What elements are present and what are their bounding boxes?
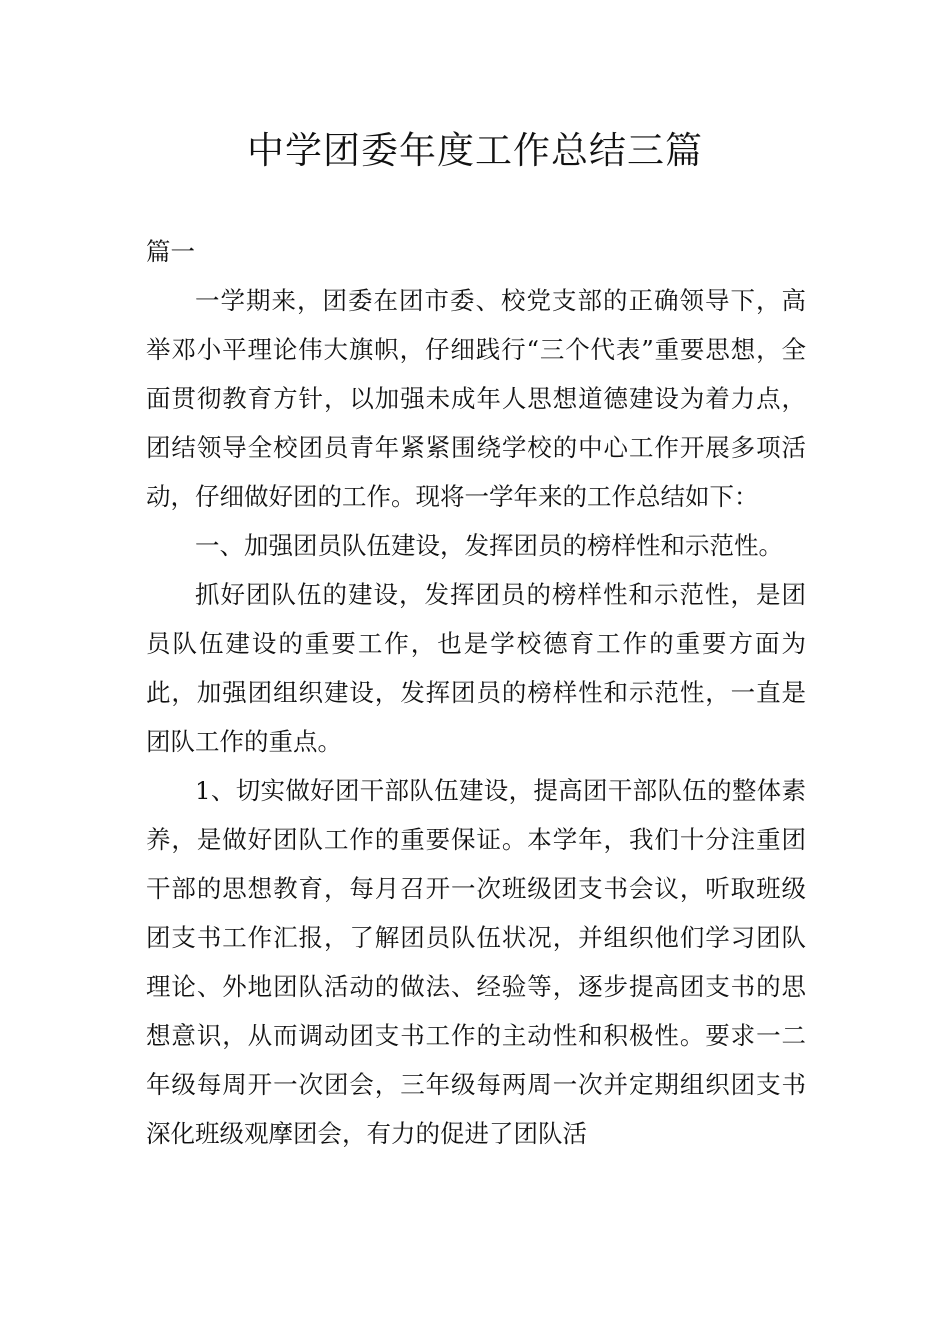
section-label: 篇一 [146, 237, 195, 266]
paragraph-team-building: 抓好团队伍的建设，发挥团员的榜样性和示范性，是团员队伍建设的重要工作，也是学校德育工作的重要方面为此，加强团组织建设，发挥团员的榜样性和示范性，一直是团队工作的重点。 [146, 580, 806, 756]
paragraph-heading-1: 一、加强团员队伍建设，发挥团员的榜样性和示范性。 [195, 531, 783, 560]
document-title: 中学团委年度工作总结三篇 [247, 129, 703, 172]
paragraph-cadre-building: 1、切实做好团干部队伍建设，提高团干部队伍的整体素养，是做好团队工作的重要保证。本学年，我们十分注重团干部的思想教育，每月召开一次班级团支书会议，听取班级团支书工作汇报，了解团员队伍状况，并组织他们学习团队理论、外地团队活动的做法、经验等，逐步提高团支书的思想意识，从而调动团支书工作的主动性和积极性。要求一二年级每周开一次团会，三年级每两周一次并定期组织团支书深化班级观摩团会，有力的促进了团队活 [146, 776, 806, 1148]
paragraph-intro: 一学期来，团委在团市委、校党支部的正确领导下，高举邓小平理论伟大旗帜，仔细践行“三个代表”重要思想，全面贯彻教育方针，以加强未成年人思想道德建设为着力点，团结领导全校团员青年紧紧围绕学校的中心工作开展多项活动，仔细做好团的工作。现将一学年来的工作总结如下： [146, 286, 806, 511]
document-body [146, 227, 806, 1158]
